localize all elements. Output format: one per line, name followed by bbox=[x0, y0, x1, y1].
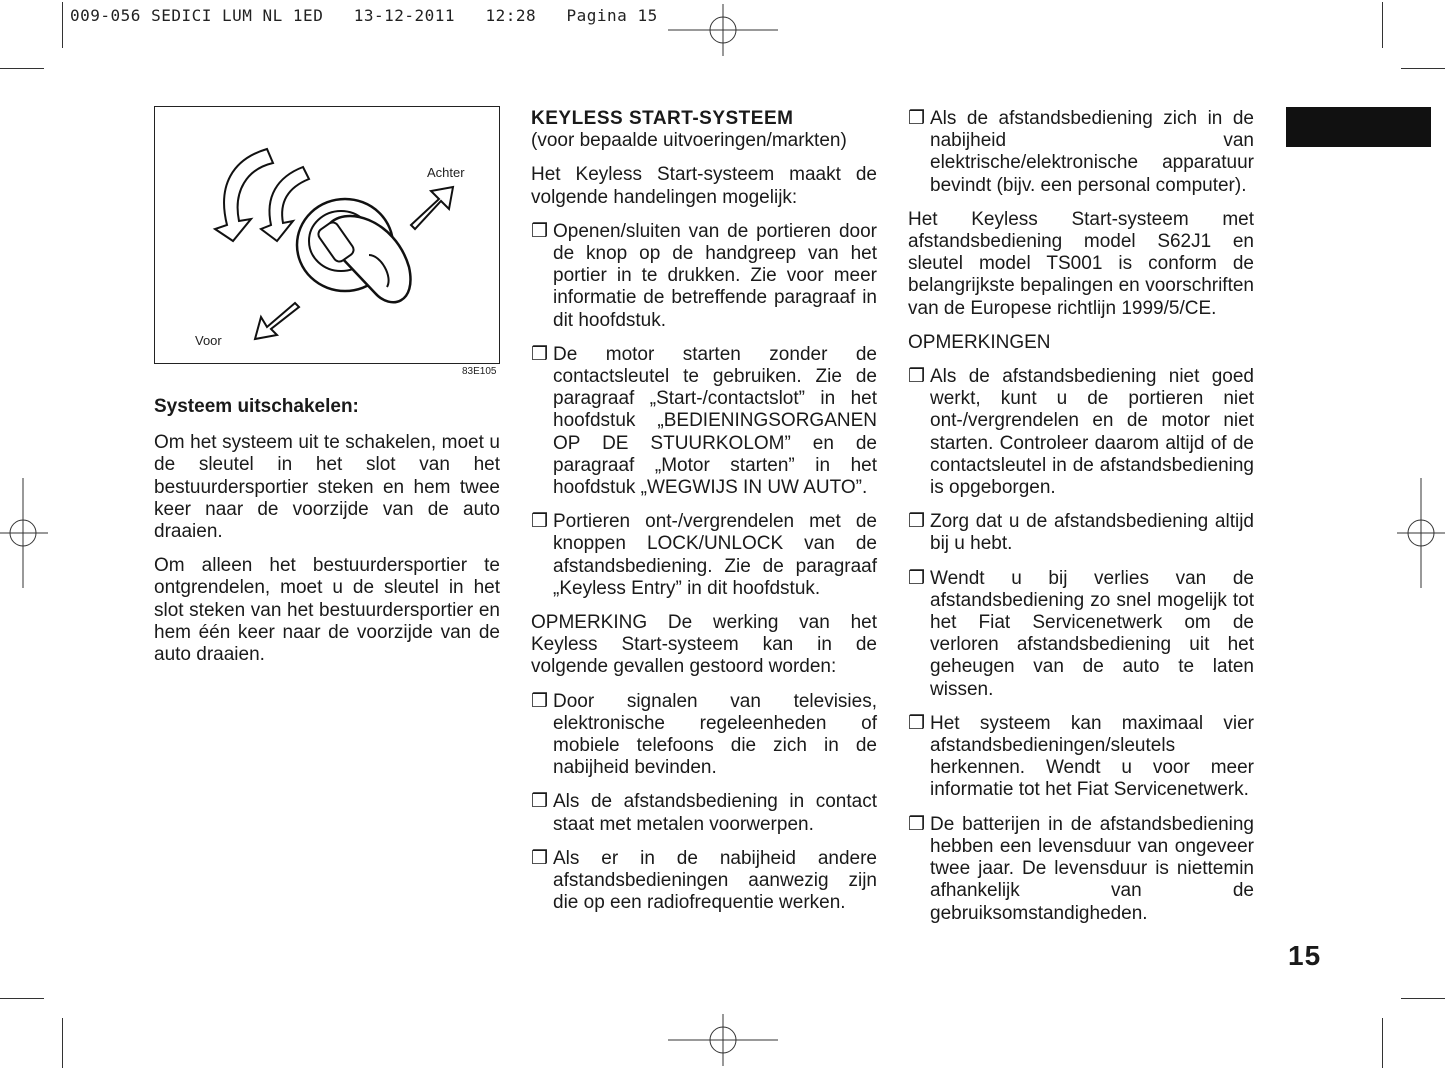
checkbox-bullet-icon: ❒ bbox=[531, 511, 549, 533]
list-item-text: De motor starten zonder de contactsleutel te gebruiken. Zie de paragraaf „Start-/contactslot” in het hoofdstuk „BEDIENINGSORGANEN OP DE STUURKOLOM” en de paragraaf „Motor starten” in het hoofdstuk „WEGWIJS IN UW AUTO”. bbox=[553, 343, 877, 499]
checkbox-bullet-icon: ❒ bbox=[908, 712, 926, 734]
crop-mark bbox=[62, 1018, 63, 1068]
checkbox-bullet-icon: ❒ bbox=[531, 690, 549, 712]
left-column bbox=[154, 396, 500, 678]
section-subheading: (voor bepaalde uitvoeringen/markten) bbox=[531, 130, 847, 152]
figure-label-achter: Achter bbox=[427, 165, 465, 180]
list-item bbox=[531, 344, 877, 499]
list-item bbox=[908, 511, 1254, 555]
checkbox-bullet-icon: ❒ bbox=[908, 567, 926, 589]
checkbox-bullet-icon: ❒ bbox=[908, 813, 926, 835]
crop-mark bbox=[1382, 1018, 1383, 1068]
list-item-text: Portieren ont-/vergrendelen met de knoppen LOCK/UNLOCK van de afstandsbediening. Zie de paragraaf „Keyless Entry” in dit hoofdstuk. bbox=[553, 511, 877, 599]
section-heading: KEYLESS START-SYSTEEM bbox=[531, 108, 794, 129]
registration-mark-right bbox=[1397, 478, 1445, 588]
list-item-text: Als de afstandsbediening zich in de nabijheid van elektrische/elektronische apparatuur bevindt (bijv. een personal computer). bbox=[930, 108, 1254, 196]
chapter-tab-marker bbox=[1286, 107, 1431, 147]
list-item-text: Zorg dat u de afstandsbediening altijd bij u hebt. bbox=[930, 511, 1254, 555]
list-item bbox=[531, 848, 877, 915]
list-item-text: De batterijen in de afstandsbediening hebben een levensduur van ongeveer twee jaar. De levensduur is niettemin afhankelijk van de gebruiksomstandigheden. bbox=[930, 813, 1254, 924]
right-column bbox=[908, 108, 1254, 937]
checkbox-bullet-icon: ❒ bbox=[908, 108, 926, 129]
checkbox-bullet-icon: ❒ bbox=[908, 366, 926, 388]
list-item bbox=[908, 366, 1254, 499]
figure-label-voor: Voor bbox=[195, 333, 222, 348]
checkbox-bullet-icon: ❒ bbox=[531, 220, 549, 242]
registration-mark-bottom bbox=[668, 1014, 778, 1066]
list-item-text: Het systeem kan maximaal vier afstandsbedieningen/sleutels herkennen. Wendt u voor meer informatie tot het Fiat Servicenetwerk. bbox=[930, 712, 1254, 801]
checkbox-bullet-icon: ❒ bbox=[908, 511, 926, 533]
middle-column bbox=[531, 108, 877, 927]
list-item bbox=[908, 713, 1254, 802]
print-header: 009-056 SEDICI LUM NL 1ED 13-12-2011 12:28 Pagina 15 bbox=[70, 6, 658, 25]
list-item bbox=[908, 814, 1254, 925]
checkbox-bullet-icon: ❒ bbox=[531, 343, 549, 365]
list-item-text: Wendt u bij verlies van de afstandsbediening zo snel mogelijk tot het Fiat Servicenetwerk om de verloren afstandsbediening uit het geheugen van de auto te laten wissen. bbox=[930, 567, 1254, 700]
list-item-text: Als de afstandsbediening niet goed werkt, kunt u de portieren niet ont-/vergrendelen en de motor niet starten. Controleer daarom altijd of de contactsleutel in de afstandsbediening is opgeborgen. bbox=[930, 366, 1254, 499]
list-item-text: Als er in de nabijheid andere afstandsbedieningen aanwezig zijn die op een radiofrequentie werken. bbox=[553, 847, 877, 914]
registration-mark-top bbox=[668, 4, 778, 56]
paragraph: Het Keyless Start-systeem met afstandsbediening model S62J1 en sleutel model TS001 is conform de belangrijkste bepalingen en voorschriften van de Europese richtlijn 1999/5/CE. bbox=[908, 208, 1254, 319]
list-item bbox=[908, 568, 1254, 701]
note-paragraph: OPMERKING De werking van het Keyless Start-systeem kan in de volgende gevallen gestoord worden: bbox=[531, 612, 877, 678]
figure-code: 83E105 bbox=[462, 366, 497, 377]
ignition-key-figure bbox=[154, 106, 500, 364]
list-item bbox=[531, 791, 877, 835]
list-item-text: Als de afstandsbediening in contact staat met metalen voorwerpen. bbox=[553, 791, 877, 835]
crop-mark bbox=[1401, 998, 1445, 999]
paragraph: Om het systeem uit te schakelen, moet u de sleutel in het slot van het bestuurdersportier steken en hem twee keer naar de voorzijde van de auto draaien. bbox=[154, 432, 500, 543]
list-item bbox=[908, 108, 1254, 197]
crop-mark bbox=[0, 998, 44, 999]
crop-mark bbox=[0, 68, 44, 69]
list-item-text: Door signalen van televisies, elektronische regeleenheden of mobiele telefoons die zich in de nabijheid bevinden. bbox=[553, 690, 877, 779]
registration-mark-left bbox=[0, 478, 48, 588]
paragraph: Om alleen het bestuurdersportier te ontgrendelen, moet u de sleutel in het slot steken van het bestuurdersportier en hem één keer naar de voorzijde van de auto draaien. bbox=[154, 555, 500, 666]
crop-mark bbox=[1382, 2, 1383, 48]
checkbox-bullet-icon: ❒ bbox=[531, 791, 549, 813]
page-number: 15 bbox=[1288, 940, 1322, 971]
section-heading: Systeem uitschakelen: bbox=[154, 396, 359, 417]
paragraph: Het Keyless Start-systeem maakt de volgende handelingen mogelijk: bbox=[531, 164, 877, 208]
list-item bbox=[531, 691, 877, 780]
crop-mark bbox=[1401, 68, 1445, 69]
crop-mark bbox=[62, 2, 63, 48]
list-item bbox=[531, 221, 877, 332]
checkbox-bullet-icon: ❒ bbox=[531, 847, 549, 869]
list-item-text: Openen/sluiten van de portieren door de knop op de handgreep van het portier in te drukken. Zie voor meer informatie de betreffende paragraaf in dit hoofdstuk. bbox=[553, 220, 877, 331]
list-item bbox=[531, 511, 877, 600]
section-subheading: OPMERKINGEN bbox=[908, 331, 1051, 353]
key-lock-illustration bbox=[155, 107, 499, 363]
